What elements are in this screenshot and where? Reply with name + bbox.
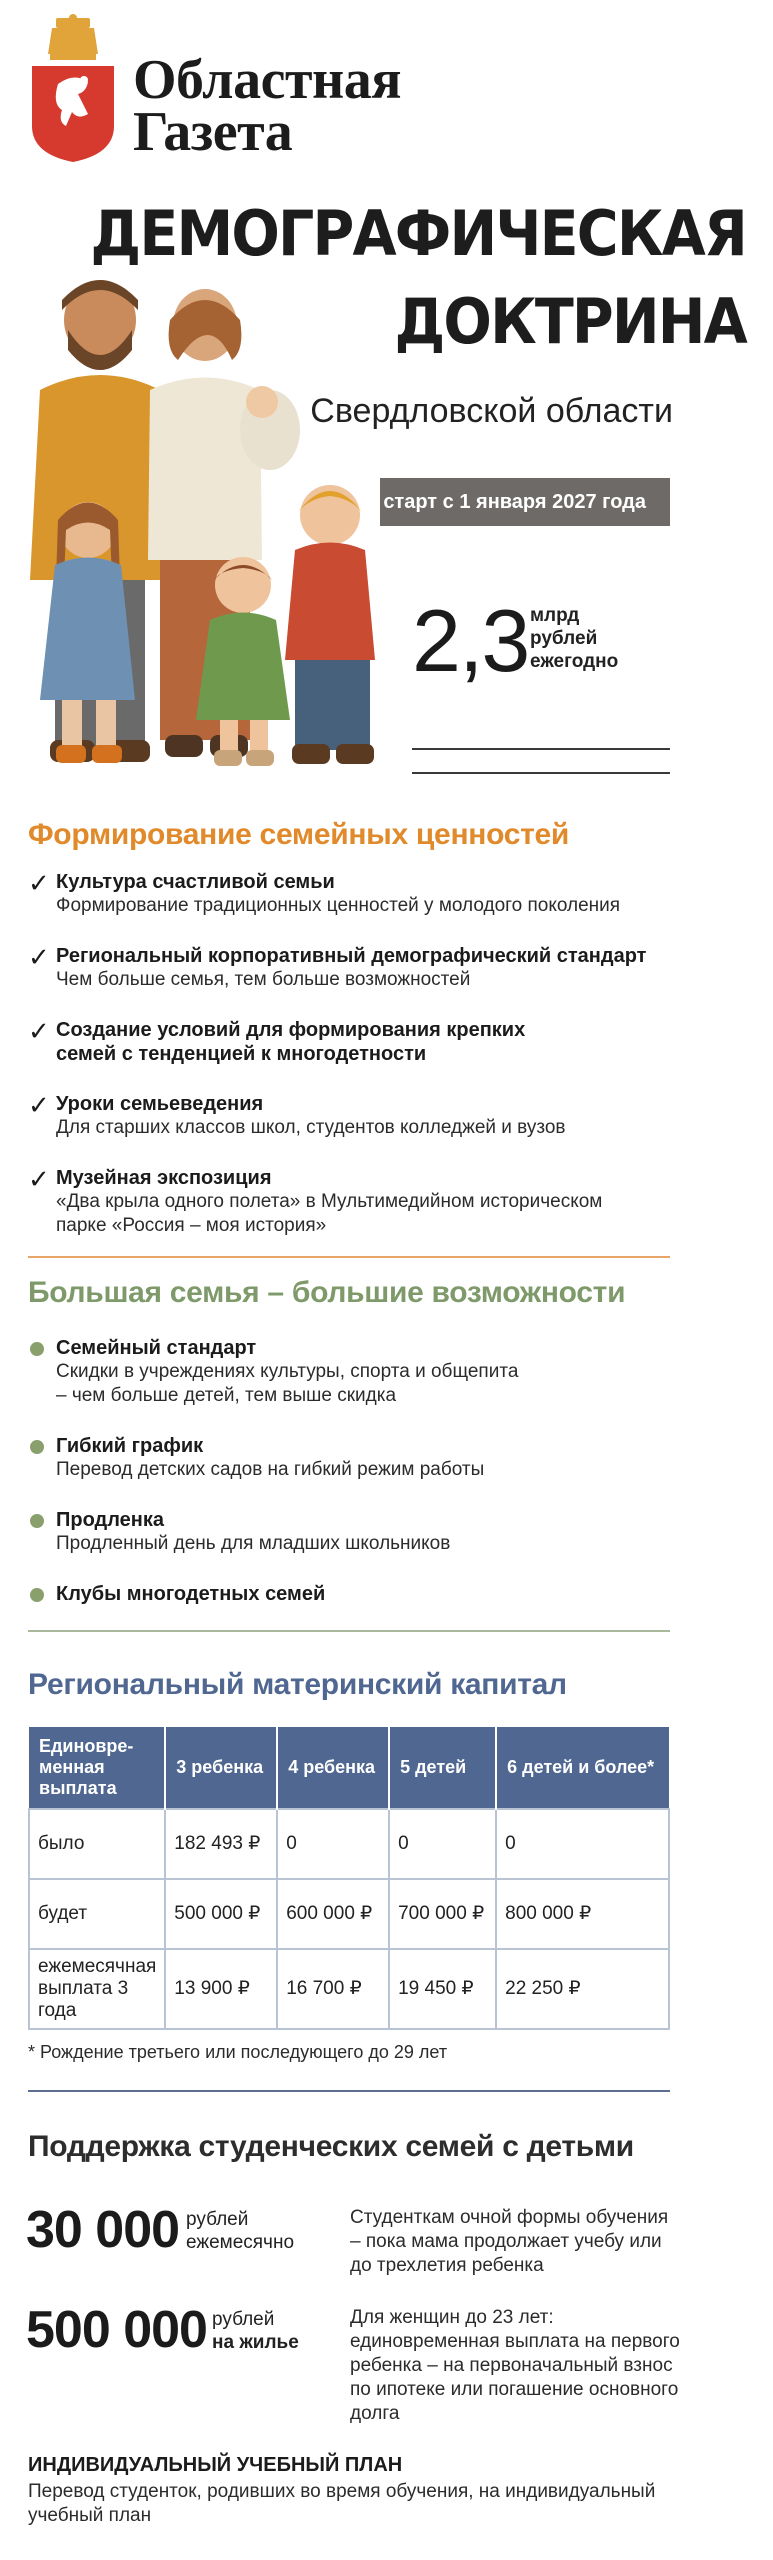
bullet-dot-icon [30,1514,44,1528]
offer-unit-line-1: рублей [186,2209,249,2230]
table-cell: 800 000 ₽ [496,1879,669,1949]
brand-name [133,49,402,163]
section-maternity-capital-title: Региональный материнский капитал [28,1668,567,1701]
bullet-dot-icon [30,1342,44,1356]
checkmark-icon: ✓ [28,868,50,898]
table-row [29,1949,669,2029]
table-header-cell: 5 детей [389,1727,496,1809]
table-header-cell: 6 детей и более* [496,1727,669,1809]
table-cell: 0 [496,1809,669,1879]
study-plan-title: ИНДИВИДУАЛЬНЫЙ УЧЕБНЫЙ ПЛАН [28,2454,403,2476]
list-item-head: Продленка [56,1509,165,1531]
list-item-desc: Продленный день для младших школьников [56,1533,451,1554]
table-row [29,1879,669,1949]
funding-value: 2,3 [412,591,529,690]
funding-rule-top [412,748,670,750]
list-item-desc: Скидки в учреждениях культуры, спорта и общепита – чем больше детей, тем выше скидка [56,1361,519,1406]
table-cell: 500 000 ₽ [165,1879,277,1949]
table-header-cell: 4 ребенка [277,1727,389,1809]
table-cell: было [29,1809,165,1879]
table-cell: 0 [277,1809,389,1879]
study-plan-description: Перевод студенток, родивших во время обучения, на индивидуальный учебный план [28,2481,656,2526]
section-divider [28,1630,670,1632]
list-item [28,1582,688,1606]
coat-of-arms-icon [28,14,118,164]
headline-subtitle: Свердловской области [310,392,673,430]
list-item-desc: Перевод детских садов на гибкий режим работы [56,1459,485,1480]
table-header-cell: Единовре-менная выплата [29,1727,165,1809]
offer-amount: 500 000 [26,2301,207,2359]
offer-amount: 30 000 [26,2201,180,2259]
table-cell: ежемесячная выплата 3 года [29,1949,165,2029]
bullet-dot-icon [30,1588,44,1602]
funding-unit [530,604,618,673]
table-header-row [29,1727,669,1809]
list-item [28,1092,688,1140]
table-cell: будет [29,1879,165,1949]
offer-unit-line-2: на жилье [212,2332,299,2353]
boy-figure [285,485,375,764]
table-row [29,1809,669,1879]
bullet-dot-icon [30,1440,44,1454]
list-item [28,1336,528,1408]
offer-description: Для женщин до 23 лет: единовременная выплата на первого ребенка – на первоначальный взнос по ипотеке или погашение основного долга [350,2307,680,2424]
list-item [28,1166,648,1238]
table-cell: 600 000 ₽ [277,1879,389,1949]
list-item [28,944,688,992]
list-item-head: Региональный корпоративный демографический стандарт [56,945,647,967]
list-item-head: Семейный стандарт [56,1337,257,1359]
table-cell: 182 493 ₽ [165,1809,277,1879]
list-item [28,1508,688,1556]
list-item-desc: «Два крыла одного полета» в Мультимедийном историческом парке «Россия – моя история» [56,1191,603,1236]
offer-description: Студенткам очной формы обучения – пока мама продолжает учебу или до трехлетия ребенка [350,2207,669,2276]
table-cell: 16 700 ₽ [277,1949,389,2029]
offer-unit-line-1: рублей [212,2309,275,2330]
table-cell: 19 450 ₽ [389,1949,496,2029]
offer-unit [212,2308,299,2354]
checkmark-icon: ✓ [28,1090,50,1120]
offer-unit-line-2: ежемесячно [186,2232,295,2253]
funding-rule-bottom [412,772,670,774]
list-item [28,1018,588,1066]
checkmark-icon: ✓ [28,1164,50,1194]
list-item-head: Музейная экспозиция [56,1167,272,1189]
section-family-values-title: Формирование семейных ценностей [28,818,570,851]
list-item-head: Создание условий для формирования крепких семей с тенденцией к многодетности [56,1019,526,1065]
table-cell: 700 000 ₽ [389,1879,496,1949]
list-item-desc: Формирование традиционных ценностей у молодого поколения [56,895,621,916]
section-big-family-title: Большая семья – большие возможности [28,1276,626,1309]
headline-line-1: ДЕМОГРАФИЧЕСКАЯ [90,197,746,270]
brand-line-1: Областная [133,49,402,111]
list-item-head: Гибкий график [56,1435,204,1457]
logo [28,14,568,164]
list-item-desc: Чем больше семья, тем больше возможностей [56,969,471,990]
list-item-head: Клубы многодетных семей [56,1583,326,1605]
section-divider [28,2090,670,2092]
section-student-families-title: Поддержка студенческих семей с детьми [28,2130,634,2163]
headline-line-2: ДОКТРИНА [394,285,746,358]
brand-line-2: Газета [133,101,293,163]
list-item-head: Уроки семьеведения [56,1093,264,1115]
checkmark-icon: ✓ [28,1016,50,1046]
list-item [28,1434,688,1482]
table-cell: 0 [389,1809,496,1879]
table-cell: 22 250 ₽ [496,1949,669,2029]
section-divider [28,1256,670,1258]
table-cell: 13 900 ₽ [165,1949,277,2029]
list-item-head: Культура счастливой семьи [56,871,335,893]
family-illustration [0,280,400,800]
funding-unit-line-3: ежегодно [530,651,619,672]
checkmark-icon: ✓ [28,942,50,972]
funding-unit-line-1: млрд [530,605,580,626]
list-item-desc: Для старших классов школ, студентов колледжей и вузов [56,1117,566,1138]
maternity-capital-table [28,1727,670,2030]
funding-unit-line-2: рублей [530,628,598,649]
table-footnote: * Рождение третьего или последующего до 29 лет [28,2042,448,2062]
offer-unit [186,2208,294,2254]
list-item [28,870,688,918]
start-date-band: старт с 1 января 2027 года [380,478,670,526]
table-header-cell: 3 ребенка [165,1727,277,1809]
